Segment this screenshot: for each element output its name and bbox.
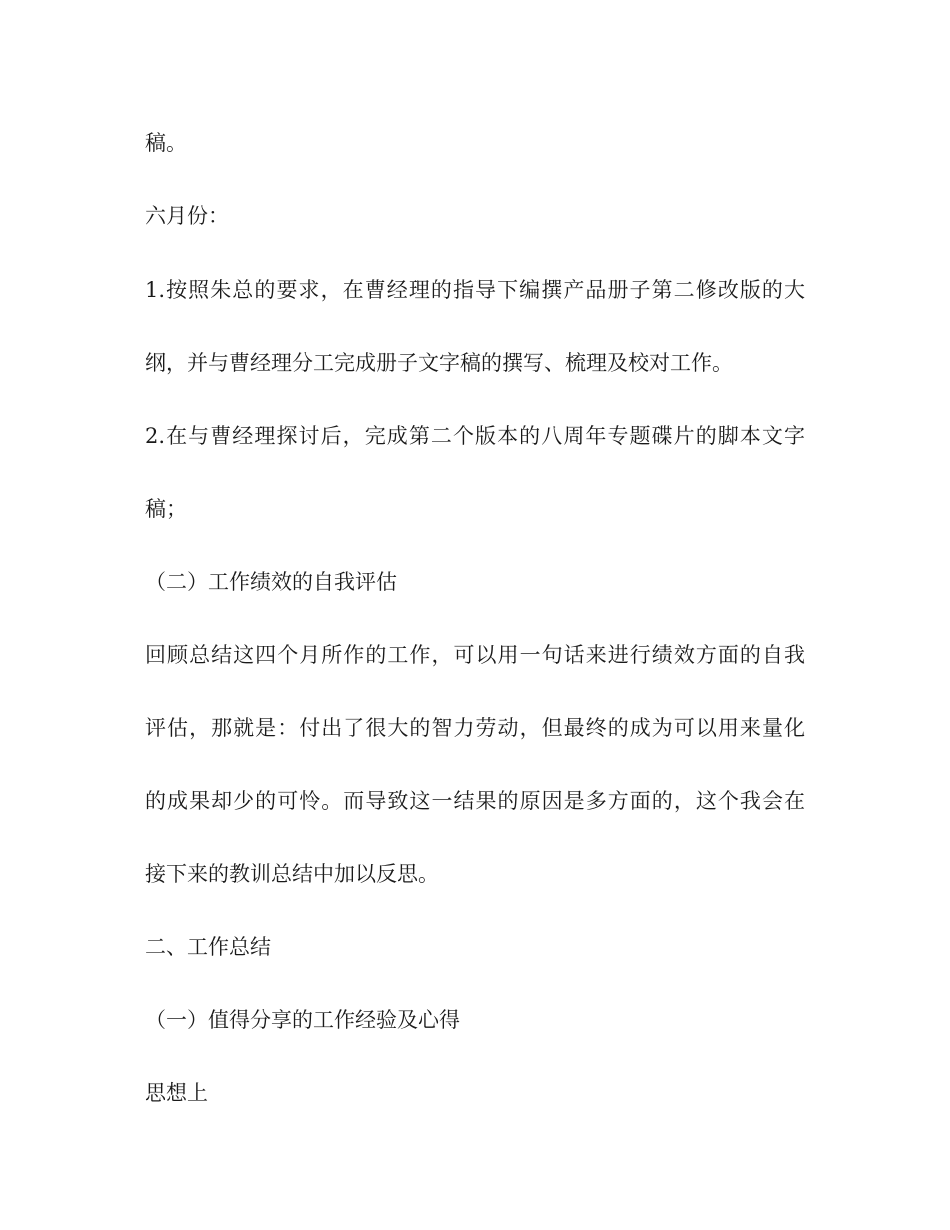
paragraph-line: 回顾总结这四个月所作的工作，可以用一句话来进行绩效方面的自我: [145, 643, 805, 667]
section-heading: （二）工作绩效的自我评估: [145, 570, 397, 594]
paragraph-line: 2.在与曹经理探讨后，完成第二个版本的八周年专题碟片的脚本文字: [145, 424, 805, 448]
paragraph-line: 1.按照朱总的要求，在曹经理的指导下编撰产品册子第二修改版的大: [145, 278, 805, 302]
month-heading: 六月份：: [145, 204, 229, 228]
section-heading: 二、工作总结: [145, 935, 271, 959]
paragraph-line: 接下来的教训总结中加以反思。: [145, 862, 439, 886]
paragraph-line: 稿；: [145, 497, 187, 521]
paragraph-line: 稿。: [145, 131, 187, 155]
subsection-heading: （一）值得分享的工作经验及心得: [145, 1008, 460, 1032]
paragraph-line: 的成果却少的可怜。而导致这一结果的原因是多方面的，这个我会在: [145, 789, 805, 813]
paragraph-line: 纲，并与曹经理分工完成册子文字稿的撰写、梳理及校对工作。: [145, 351, 733, 375]
subsection-heading: 思想上: [145, 1081, 208, 1105]
paragraph-line: 评估，那就是：付出了很大的智力劳动，但最终的成为可以用来量化: [145, 716, 805, 740]
